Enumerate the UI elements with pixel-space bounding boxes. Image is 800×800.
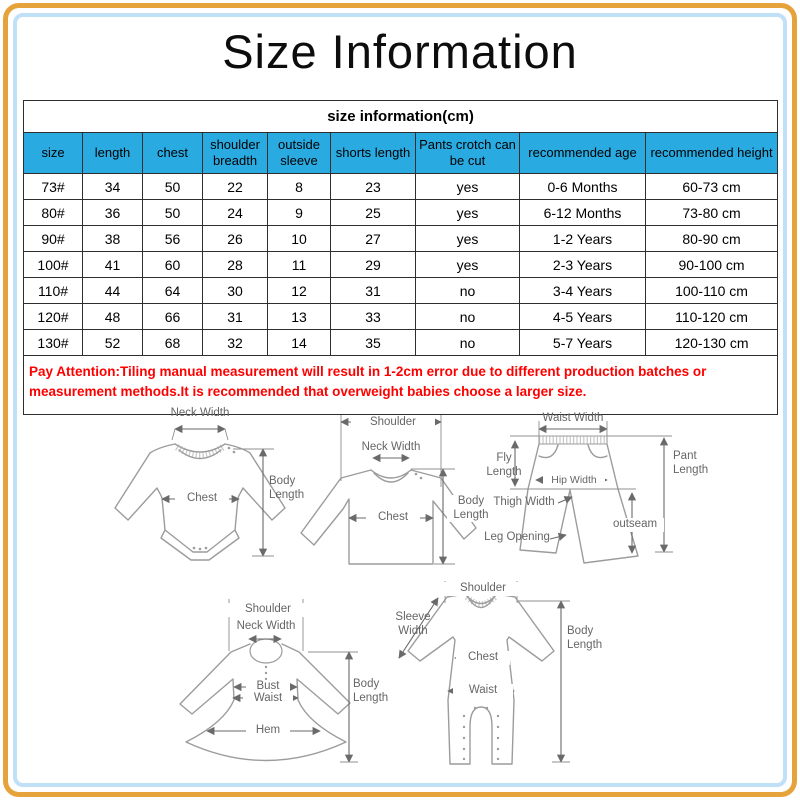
leg-opening-label: Leg Opening — [484, 531, 550, 543]
shirt-drawing — [293, 407, 493, 577]
column-header-pants-crotch: Pants crotch can be cut — [416, 133, 520, 174]
body-length-label: Body Length — [447, 495, 495, 522]
outseam-label: outseam — [606, 518, 664, 532]
size-table — [23, 100, 778, 415]
sleeve-width-label: Sleeve Width — [395, 611, 431, 637]
table-header-row — [24, 133, 778, 174]
table-cell: 12 — [268, 278, 331, 304]
table-row — [24, 200, 778, 226]
table-cell: 1-2 Years — [520, 226, 646, 252]
table-cell: 64 — [143, 278, 203, 304]
table-cell: 0-6 Months — [520, 174, 646, 200]
table-cell: 11 — [268, 252, 331, 278]
pant-length-label: Pant Length — [673, 450, 709, 476]
table-cell: no — [416, 304, 520, 330]
table-cell: yes — [416, 252, 520, 278]
table-cell: 48 — [83, 304, 143, 330]
table-cell: 50 — [143, 200, 203, 226]
shoulder-label: Shoulder — [441, 582, 525, 596]
table-cell: 14 — [268, 330, 331, 356]
table-cell: 110# — [24, 278, 83, 304]
table-cell: 120# — [24, 304, 83, 330]
table-cell: 52 — [83, 330, 143, 356]
table-cell: 50 — [143, 174, 203, 200]
table-cell: yes — [416, 226, 520, 252]
table-cell: 27 — [331, 226, 416, 252]
chest-label: Chest — [175, 492, 229, 506]
table-row — [24, 226, 778, 252]
column-header-outside-sleeve: outside sleeve — [268, 133, 331, 174]
column-header-shoulder-breadth: shoulder breadth — [203, 133, 268, 174]
column-header-shorts-length: shorts length — [331, 133, 416, 174]
hip-width-label: Hip Width — [543, 474, 605, 486]
table-cell: 100# — [24, 252, 83, 278]
attention-note: Pay Attention:Tiling manual measurement will result in 1-2cm error due to different production batches or measurement methods.It is recommended that overweight babies choose a larger size. — [24, 356, 778, 415]
table-cell: 8 — [268, 174, 331, 200]
table-cell: 28 — [203, 252, 268, 278]
table-cell: 73-80 cm — [646, 200, 778, 226]
table-cell: 3-4 Years — [520, 278, 646, 304]
bodysuit-diagram — [95, 405, 310, 570]
pants-diagram — [480, 400, 782, 590]
bust-label: Bust — [246, 680, 290, 694]
table-cell: 13 — [268, 304, 331, 330]
table-cell: 25 — [331, 200, 416, 226]
table-cell: 60 — [143, 252, 203, 278]
hem-label: Hem — [246, 724, 290, 738]
table-cell: 66 — [143, 304, 203, 330]
shoulder-label: Shoulder — [226, 603, 310, 617]
table-cell: 100-110 cm — [646, 278, 778, 304]
table-row — [24, 330, 778, 356]
page-title: Size Information — [222, 25, 578, 78]
table-cell: 23 — [331, 174, 416, 200]
table-cell: yes — [416, 200, 520, 226]
table-cell: no — [416, 278, 520, 304]
table-cell: 26 — [203, 226, 268, 252]
table-cell: 31 — [203, 304, 268, 330]
table-cell: 10 — [268, 226, 331, 252]
neck-width-label: Neck Width — [236, 620, 296, 632]
column-header-recommended-height: recommended height — [646, 133, 778, 174]
table-cell: 41 — [83, 252, 143, 278]
table-cell: 68 — [143, 330, 203, 356]
body-length-label: Body Length — [269, 475, 305, 501]
table-cell: 33 — [331, 304, 416, 330]
table-cell: 34 — [83, 174, 143, 200]
table-cell: yes — [416, 174, 520, 200]
table-cell: 5-7 Years — [520, 330, 646, 356]
table-cell: 110-120 cm — [646, 304, 778, 330]
table-cell: 80-90 cm — [646, 226, 778, 252]
table-row — [24, 252, 778, 278]
table-cell: 73# — [24, 174, 83, 200]
table-cell: 38 — [83, 226, 143, 252]
table-cell: 120-130 cm — [646, 330, 778, 356]
table-cell: 4-5 Years — [520, 304, 646, 330]
table-title-row — [24, 101, 778, 133]
table-row — [24, 304, 778, 330]
table-cell: 44 — [83, 278, 143, 304]
table-cell: 29 — [331, 252, 416, 278]
neck-width-label: Neck Width — [361, 441, 421, 453]
romper-diagram — [385, 577, 630, 783]
table-row — [24, 278, 778, 304]
table-cell: 9 — [268, 200, 331, 226]
table-cell: 6-12 Months — [520, 200, 646, 226]
table-cell: 130# — [24, 330, 83, 356]
table-cell: no — [416, 330, 520, 356]
column-header-length: length — [83, 133, 143, 174]
table-cell: 22 — [203, 174, 268, 200]
table-cell: 80# — [24, 200, 83, 226]
body-length-label: Body Length — [353, 678, 389, 704]
table-cell: 24 — [203, 200, 268, 226]
romper-drawing — [385, 577, 630, 783]
chest-label: Chest — [456, 651, 510, 665]
shoulder-label: Shoulder — [351, 416, 435, 430]
column-header-chest: chest — [143, 133, 203, 174]
table-cell: 90# — [24, 226, 83, 252]
table-cell: 31 — [331, 278, 416, 304]
column-header-recommended-age: recommended age — [520, 133, 646, 174]
waist-label: Waist — [243, 692, 293, 706]
fly-length-label: Fly Length — [486, 452, 522, 478]
shirt-diagram — [293, 407, 493, 577]
table-cell: 30 — [203, 278, 268, 304]
table-row — [24, 174, 778, 200]
waist-label: Waist — [453, 684, 513, 698]
table-cell: 90-100 cm — [646, 252, 778, 278]
table-cell: 2-3 Years — [520, 252, 646, 278]
table-cell: 56 — [143, 226, 203, 252]
table-cell: 60-73 cm — [646, 174, 778, 200]
pants-drawing — [480, 400, 782, 590]
dress-diagram — [150, 583, 389, 780]
table-cell: 35 — [331, 330, 416, 356]
body-length-label: Body Length — [567, 625, 603, 651]
waist-width-label: Waist Width — [542, 412, 604, 424]
chest-label: Chest — [366, 511, 420, 525]
table-title: size information(cm) — [24, 101, 778, 133]
neck-width-label: Neck Width — [170, 407, 230, 419]
table-cell: 36 — [83, 200, 143, 226]
thigh-width-label: Thigh Width — [493, 496, 555, 508]
column-header-size: size — [24, 133, 83, 174]
table-cell: 32 — [203, 330, 268, 356]
